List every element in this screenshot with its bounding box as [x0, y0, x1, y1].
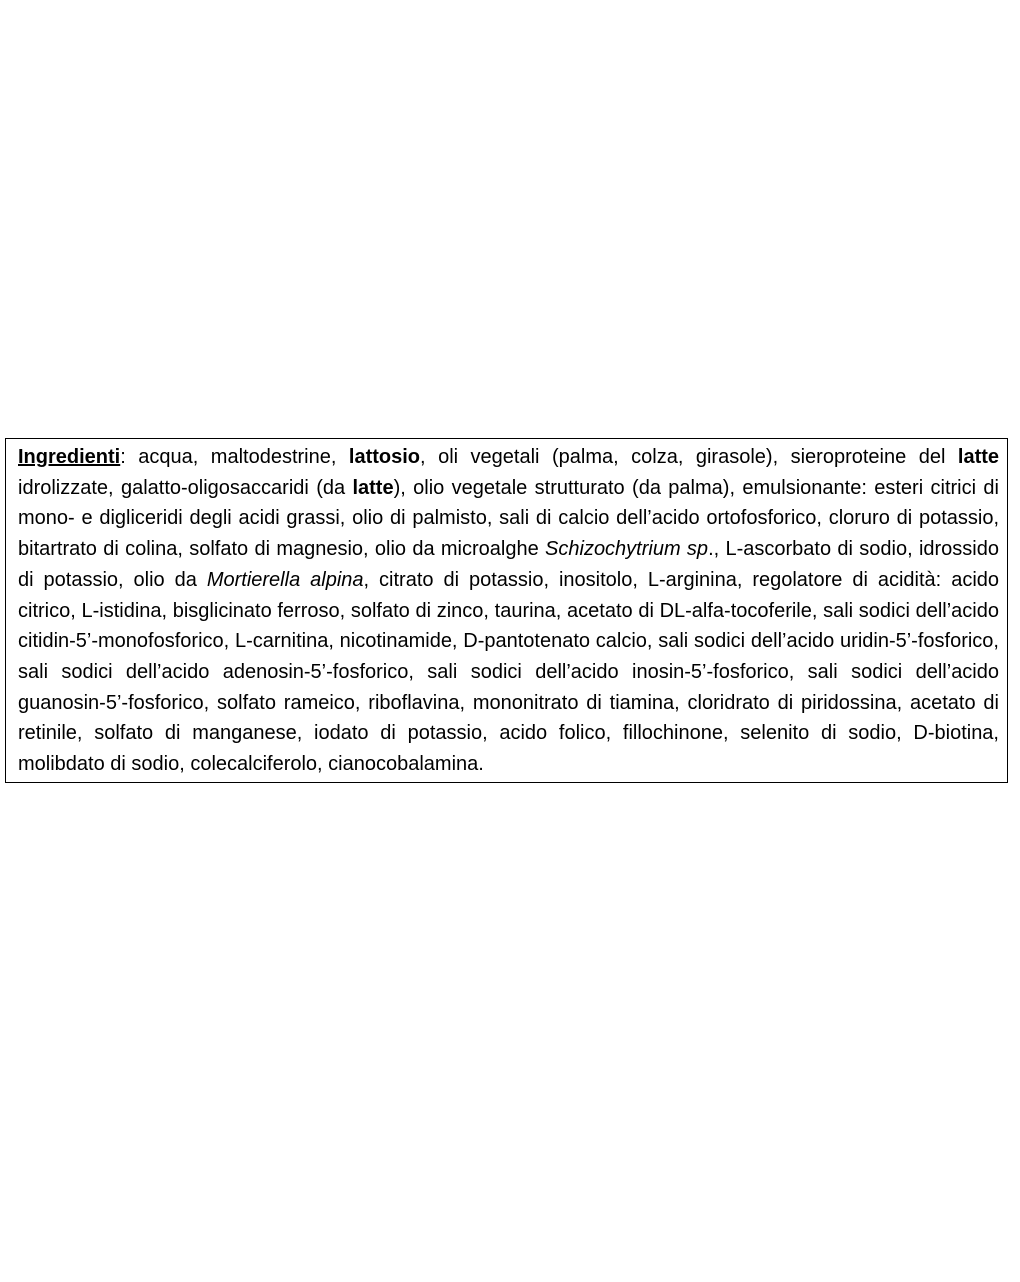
ingredient-text: ), olio vegetale strutturato (da palma), emulsionante: esteri citrici di mono- e digliceridi degli acidi grassi, olio di palmisto, sali di calcio dell’acido ortofosforico, cloruro di potassio, bitartrato di colina, solfato di magnesio, olio da microalghe: [18, 476, 999, 561]
ingredients-box: [5, 438, 1008, 783]
allergen-text: latte: [352, 476, 394, 499]
allergen-text: lattosio: [348, 446, 421, 468]
ingredient-text: idrolizzate, galatto-oligosaccaridi (da: [18, 476, 353, 499]
species-name-text: Mortierella alpina: [206, 568, 364, 591]
species-name-text: Schizochytrium sp: [545, 538, 709, 561]
ingredient-text: ., L-ascorbato di sodio, idrossido di potassio, olio da: [18, 538, 999, 591]
allergen-text: latte: [957, 446, 1000, 468]
ingredient-text: , citrato di potassio, inositolo, L-arginina, regolatore di acidità: acido citrico, L-istidina, bisglicinato ferroso, solfato di zinco, taurina, acetato di DL-alfa-tocoferile, sali sodici dell’acido citidin-5’-monofosforico, L-carnitina, nicotinamide, D-pantotenato calcio, sali sodici dell’acido uridin-5’-fosforico, sali sodici dell’acido adenosin-5’-fosforico, sali sodici dell’acido inosin-5’-fosforico, sali sodici dell’acido guanosin-5’-fosforico, solfato rameico, riboflavina, mononitrato di tiamina, cloridrato di piridossina, acetato di retinile, solfato di manganese, iodato di potassio, acido folico, fillochinone, selenito di sodio, D-biotina, molibdato di sodio, colecalciferolo, cianocobalamina.: [18, 568, 1000, 776]
ingredients-heading: Ingredienti: [18, 446, 121, 468]
ingredient-text: , oli vegetali (palma, colza, girasole), sieroproteine del: [420, 446, 958, 468]
ingredient-text: : acqua, maltodestrine,: [120, 446, 349, 468]
